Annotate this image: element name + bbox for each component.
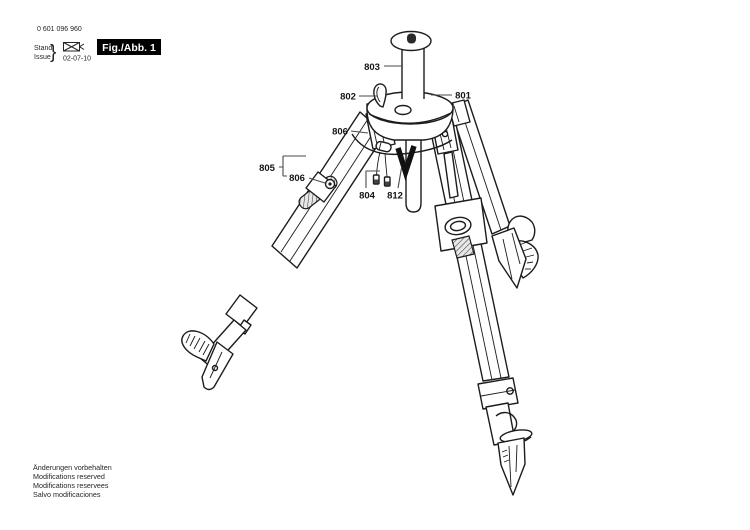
footer-line-fr: Modifications reservees bbox=[33, 481, 109, 490]
callout-806-upper: 806 bbox=[332, 126, 348, 138]
callout-806-lower: 806 bbox=[289, 173, 305, 184]
footer-block bbox=[33, 463, 112, 499]
callout-801: 801 bbox=[455, 90, 471, 102]
callout-804: 804 bbox=[359, 190, 375, 202]
date-stamp-icon bbox=[64, 43, 85, 52]
figure-label: Fig./Abb. 1 bbox=[102, 42, 156, 54]
stand-label: Stand bbox=[34, 45, 53, 52]
part-number: 0 601 096 960 bbox=[37, 26, 82, 33]
issue-date: 02-07-10 bbox=[63, 55, 92, 63]
leader-812 bbox=[398, 168, 402, 188]
brace-glyph: } bbox=[50, 42, 57, 63]
front-right-foot-spike bbox=[498, 438, 525, 495]
footer-line-en: Modifications reserved bbox=[33, 472, 105, 481]
header-block bbox=[34, 26, 161, 63]
center-column bbox=[391, 32, 431, 100]
callout-812: 812 bbox=[387, 190, 403, 202]
callout-802: 802 bbox=[340, 91, 356, 103]
column-cap-notch bbox=[407, 34, 416, 44]
footer-line-es: Salvo modificaciones bbox=[33, 490, 101, 499]
issue-label: Issue bbox=[34, 54, 51, 61]
footer-line-de: Änderungen vorbehalten bbox=[33, 463, 112, 472]
callout-805: 805 bbox=[259, 163, 275, 174]
callout-803: 803 bbox=[364, 62, 380, 73]
front-left-leg bbox=[200, 112, 385, 368]
